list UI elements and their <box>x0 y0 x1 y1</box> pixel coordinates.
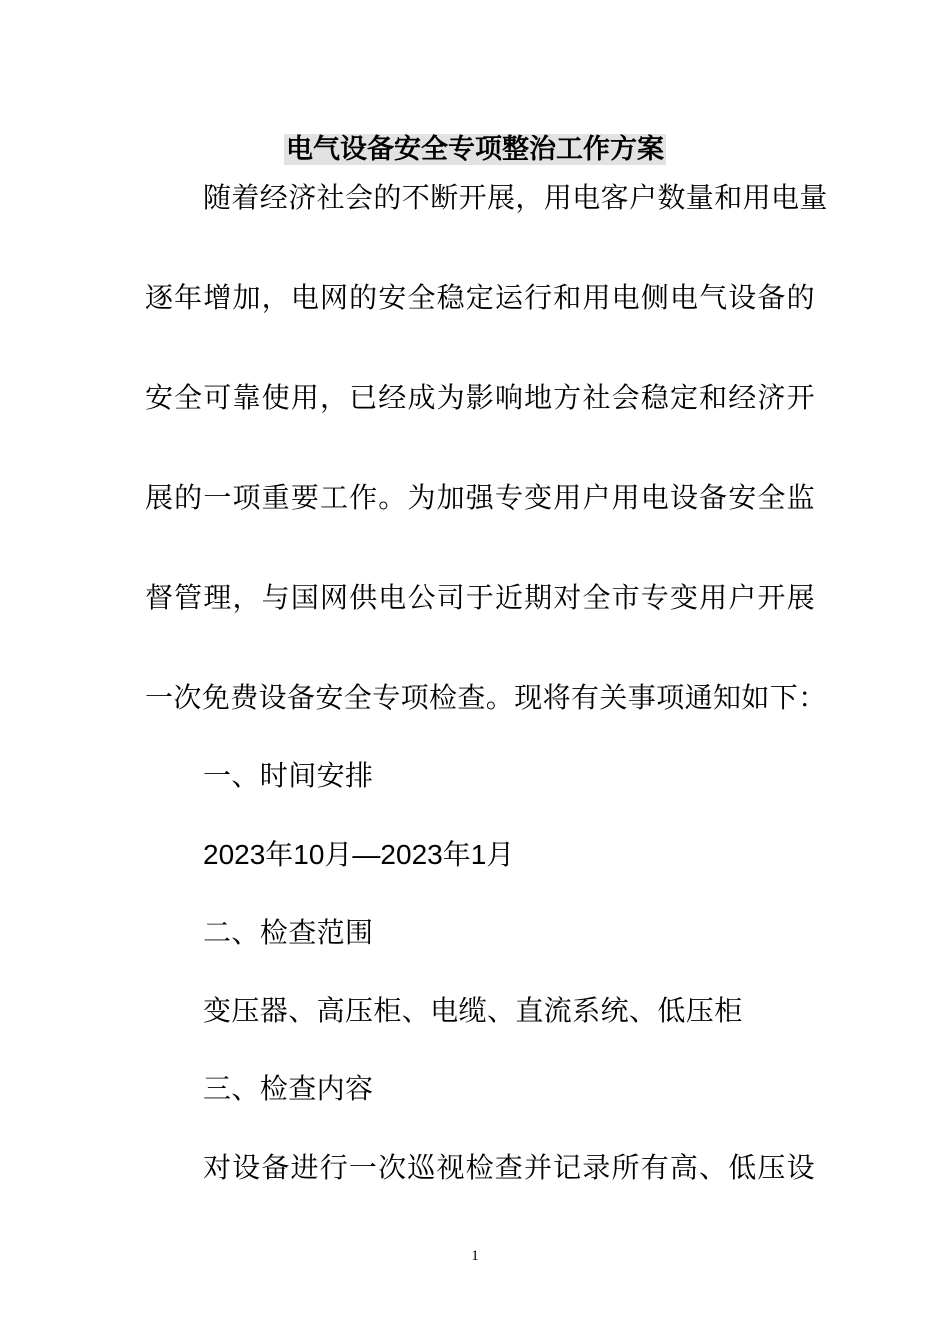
intro-line-3: 安全可靠使用，已经成为影响地方社会稳定和经济开 <box>145 381 815 414</box>
intro-line-5: 督管理，与国网供电公司于近期对全市专变用户开展 <box>145 581 815 614</box>
section-2-content: 变压器、高压柜、电缆、直流系统、低压柜 <box>203 994 743 1027</box>
intro-line-2: 逐年增加，电网的安全稳定运行和用电侧电气设备的 <box>145 281 815 314</box>
section-1-content: 2023年10月—2023年1月 <box>203 839 515 870</box>
intro-line-4: 展的一项重要工作。为加强专变用户用电设备安全监 <box>145 481 815 514</box>
section-1-heading: 一、时间安排 <box>203 759 374 792</box>
section-3-heading: 三、检查内容 <box>203 1072 374 1105</box>
intro-line-6: 一次免费设备安全专项检查。现将有关事项通知如下： <box>145 681 827 714</box>
section-2-heading: 二、检查范围 <box>203 916 374 949</box>
document-title <box>0 128 950 172</box>
section-3-content: 对设备进行一次巡视检查并记录所有高、低压设 <box>203 1151 815 1184</box>
intro-line-1: 随着经济社会的不断开展，用电客户数量和用电量 <box>203 181 828 214</box>
document-title-text: 电气设备安全专项整治工作方案 <box>286 134 664 165</box>
page-number: 1 <box>471 1248 479 1264</box>
